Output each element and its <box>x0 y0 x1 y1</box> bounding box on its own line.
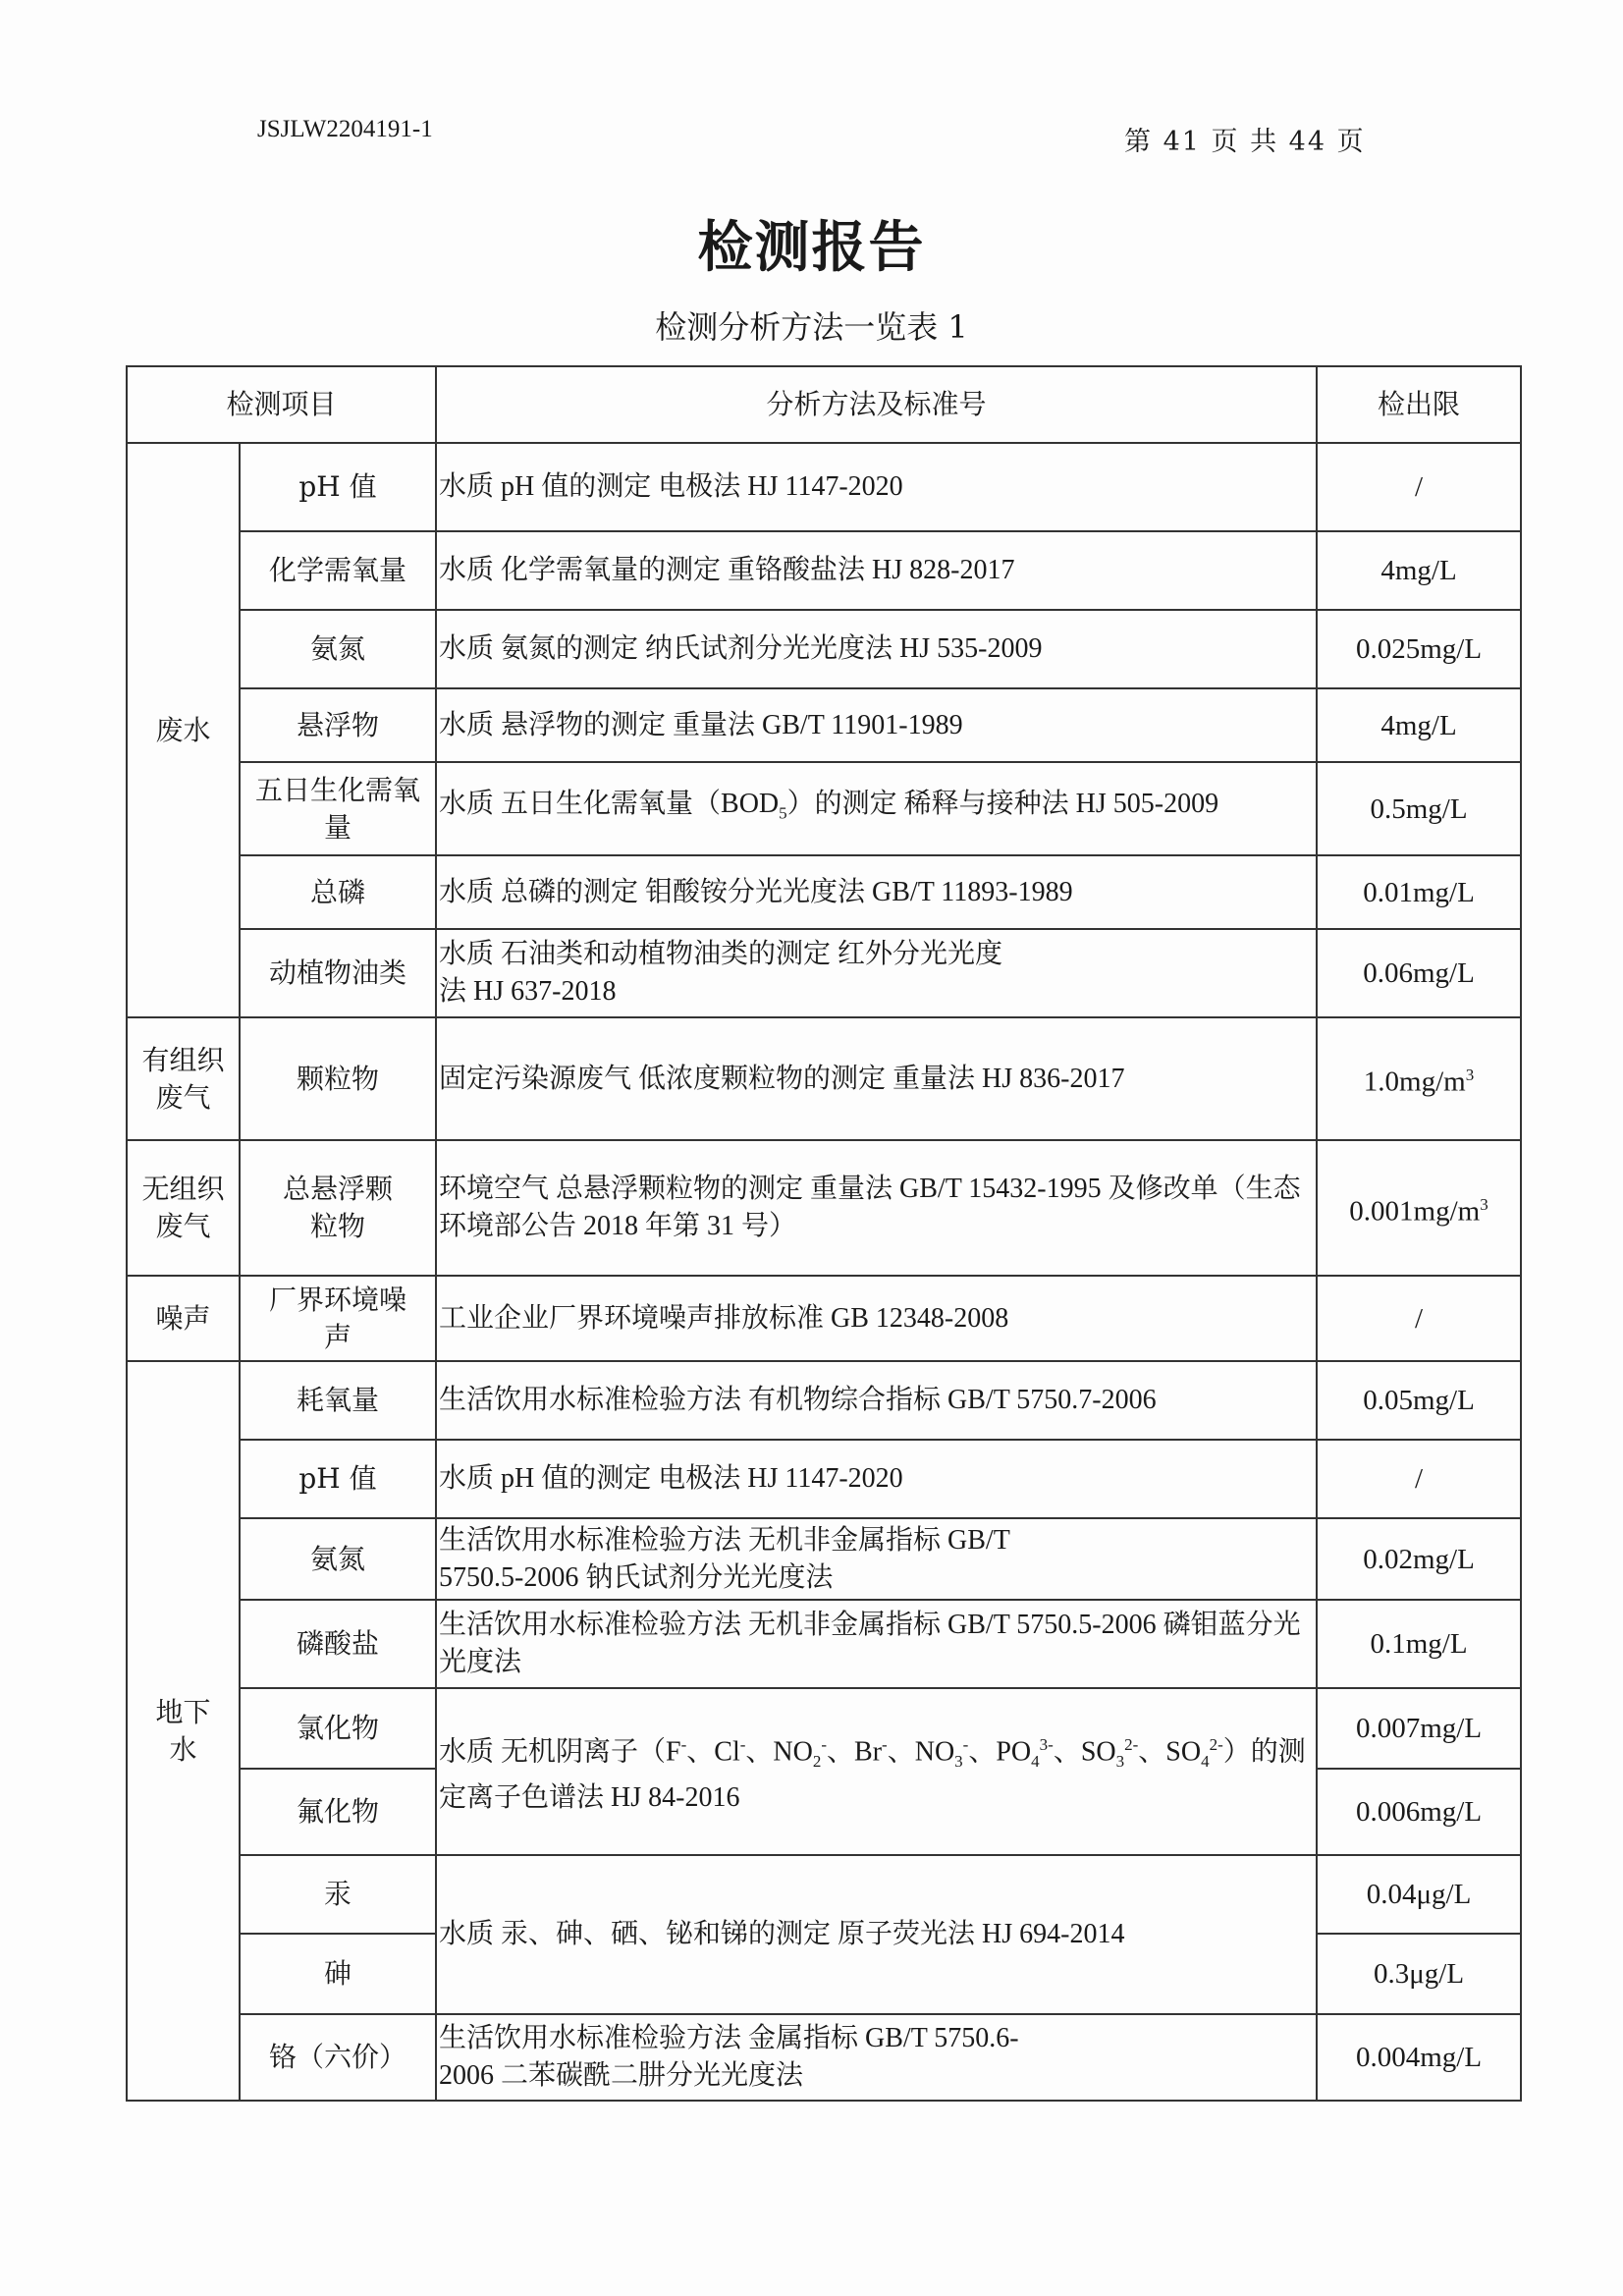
item-cell: 厂界环境噪声 <box>240 1276 436 1361</box>
item-cell: 颗粒物 <box>240 1017 436 1140</box>
table-row <box>127 1688 1521 1769</box>
item-cell: 氨氮 <box>240 610 436 688</box>
method-cell: 生活饮用水标准检验方法 无机非金属指标 GB/T 5750.5-2006 磷钼蓝分光光度法 <box>436 1600 1317 1688</box>
table-row <box>127 1600 1521 1688</box>
limit-cell: 0.5mg/L <box>1317 762 1521 855</box>
item-cell: 氨氮 <box>240 1518 436 1600</box>
method-cell: 固定污染源废气 低浓度颗粒物的测定 重量法 HJ 836-2017 <box>436 1017 1317 1140</box>
limit-cell: 0.05mg/L <box>1317 1361 1521 1440</box>
item-cell: 悬浮物 <box>240 688 436 762</box>
method-cell: 水质 五日生化需氧量$(BOD_5)$的测定 稀释与接种法 HJ 505-2009 <box>436 762 1317 855</box>
table-row <box>127 1855 1521 1934</box>
method-cell: 水质 石油类和动植物油类的测定 红外分光光度法 HJ 637-2018 <box>436 929 1317 1017</box>
method-cell: 水质 悬浮物的测定 重量法 GB/T 11901-1989 <box>436 688 1317 762</box>
item-cell: pH 值 <box>240 443 436 531</box>
limit-cell: 4mg/L <box>1317 688 1521 762</box>
header-limit: 检出限 <box>1317 366 1521 443</box>
table-row <box>127 1276 1521 1361</box>
item-cell: 氟化物 <box>240 1769 436 1855</box>
item-cell: 氯化物 <box>240 1688 436 1769</box>
page-info: 第 41 页 共 44 页 <box>1124 127 1366 157</box>
table-row <box>127 1017 1521 1140</box>
method-cell-anions: 水质 无机阴离子（F-、Cl-、$NO_2^-$、Br-、$NO_3^-$、$PO_4^{3-}$、$SO_3^{2-}$、$SO_4^{2-}$）的测定离子色谱法 HJ 84-2016 <box>436 1688 1317 1855</box>
table-row <box>127 443 1521 531</box>
item-cell: 铬（六价） <box>240 2014 436 2101</box>
item-cell: pH 值 <box>240 1440 436 1518</box>
item-cell: 化学需氧量 <box>240 531 436 610</box>
table-row <box>127 688 1521 762</box>
category-organized-gas: 有组织废气 <box>127 1017 240 1140</box>
item-cell: 汞 <box>240 1855 436 1934</box>
limit-cell: / <box>1317 443 1521 531</box>
method-cell-hg-as: 水质 汞、砷、硒、铋和锑的测定 原子荧光法 HJ 694-2014 <box>436 1855 1317 2014</box>
method-table <box>126 365 1522 2102</box>
table-title: 检测分析方法一览表 1 <box>655 308 968 346</box>
category-unorganized-gas: 无组织废气 <box>127 1140 240 1276</box>
report-number: JSJLW2204191-1 <box>257 116 433 142</box>
table-row <box>127 2014 1521 2101</box>
limit-cell: $0.001mg/m^3$ <box>1317 1140 1521 1276</box>
table-row <box>127 1440 1521 1518</box>
table-row <box>127 1140 1521 1276</box>
limit-cell: 0.04μg/L <box>1317 1855 1521 1934</box>
method-cell: 生活饮用水标准检验方法 有机物综合指标 GB/T 5750.7-2006 <box>436 1361 1317 1440</box>
limit-cell: $1.0mg/m^3$ <box>1317 1017 1521 1140</box>
limit-cell: 0.025mg/L <box>1317 610 1521 688</box>
method-cell: 生活饮用水标准检验方法 无机非金属指标 GB/T 5750.5-2006 钠氏试剂分光光度法 <box>436 1518 1317 1600</box>
limit-cell: 0.006mg/L <box>1317 1769 1521 1855</box>
table-row <box>127 762 1521 855</box>
item-cell: 总磷 <box>240 855 436 929</box>
limit-cell: / <box>1317 1276 1521 1361</box>
category-wastewater: 废水 <box>127 443 240 1017</box>
limit-cell: / <box>1317 1440 1521 1518</box>
header-method: 分析方法及标准号 <box>436 366 1317 443</box>
method-cell: 水质 化学需氧量的测定 重铬酸盐法 HJ 828-2017 <box>436 531 1317 610</box>
item-cell: 总悬浮颗粒物 <box>240 1140 436 1276</box>
header-item: 检测项目 <box>127 366 436 443</box>
table-header-row <box>127 366 1521 443</box>
item-cell: 五日生化需氧量 <box>240 762 436 855</box>
category-groundwater: 地下水 <box>127 1361 240 2101</box>
limit-cell: 0.01mg/L <box>1317 855 1521 929</box>
item-cell: 磷酸盐 <box>240 1600 436 1688</box>
method-cell: 生活饮用水标准检验方法 金属指标 GB/T 5750.6-2006 二苯碳酰二肼分光光度法 <box>436 2014 1317 2101</box>
limit-cell: 0.004mg/L <box>1317 2014 1521 2101</box>
table-row <box>127 855 1521 929</box>
item-cell: 耗氧量 <box>240 1361 436 1440</box>
limit-cell: 0.02mg/L <box>1317 1518 1521 1600</box>
table-row <box>127 610 1521 688</box>
method-cell: 工业企业厂界环境噪声排放标准 GB 12348-2008 <box>436 1276 1317 1361</box>
item-cell: 动植物油类 <box>240 929 436 1017</box>
limit-cell: 4mg/L <box>1317 531 1521 610</box>
limit-cell: 0.06mg/L <box>1317 929 1521 1017</box>
limit-cell: 0.1mg/L <box>1317 1600 1521 1688</box>
method-cell: 环境空气 总悬浮颗粒物的测定 重量法 GB/T 15432-1995 及修改单（生态环境部公告 2018 年第 31 号） <box>436 1140 1317 1276</box>
category-noise: 噪声 <box>127 1276 240 1361</box>
method-cell: 水质 总磷的测定 钼酸铵分光光度法 GB/T 11893-1989 <box>436 855 1317 929</box>
method-cell: 水质 pH 值的测定 电极法 HJ 1147-2020 <box>436 1440 1317 1518</box>
limit-cell: 0.007mg/L <box>1317 1688 1521 1769</box>
method-cell: 水质 pH 值的测定 电极法 HJ 1147-2020 <box>436 443 1317 531</box>
item-cell: 砷 <box>240 1934 436 2014</box>
table-row <box>127 1361 1521 1440</box>
limit-cell: 0.3μg/L <box>1317 1934 1521 2014</box>
table-row <box>127 1518 1521 1600</box>
method-cell: 水质 氨氮的测定 纳氏试剂分光光度法 HJ 535-2009 <box>436 610 1317 688</box>
table-row <box>127 929 1521 1017</box>
table-row <box>127 531 1521 610</box>
document-title: 检测报告 <box>697 216 926 280</box>
